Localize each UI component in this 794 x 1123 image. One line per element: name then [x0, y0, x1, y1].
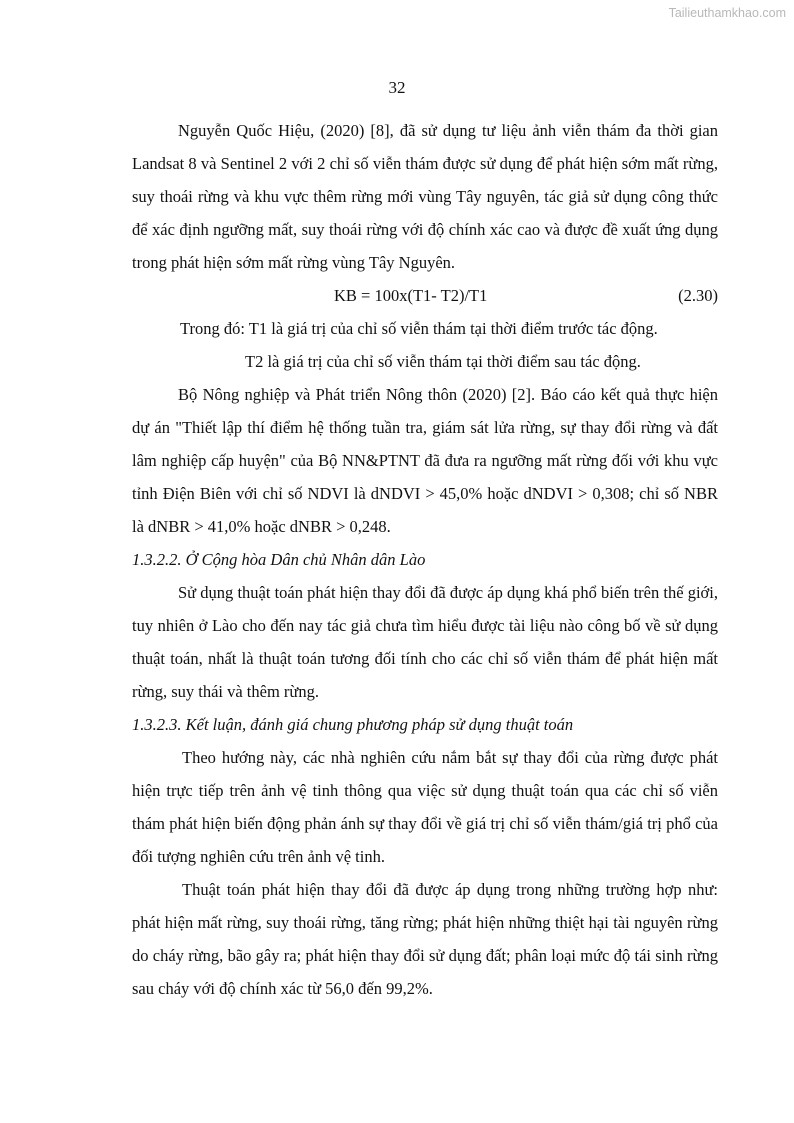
paragraph-conclusion-1: Theo hướng này, các nhà nghiên cứu nắm bắt sự thay đổi của rừng được phát hiện trực tiếp trên ảnh vệ tinh thông qua việc sử dụng thuật toán qua các chỉ số viễn thám phát hiện biến động phản ánh sự thay đổi về giá trị chỉ số viễn thám/giá trị phổ của đối tượng nghiên cứu trên ảnh vệ tinh. — [132, 748, 718, 866]
watermark: Tailieuthamkhao.com — [668, 6, 786, 20]
formula-line — [132, 279, 718, 312]
formula-where-t2: T2 là giá trị của chỉ số viễn thám tại thời điểm sau tác động. — [245, 352, 641, 371]
page-number: 32 — [388, 78, 406, 97]
paragraph-conclusion-2: Thuật toán phát hiện thay đổi đã được áp dụng trong những trường hợp như: phát hiện mất rừng, suy thoái rừng, tăng rừng; phát hiện những thiệt hại tài nguyên rừng do cháy rừng, bão gây ra; phát hiện thay đổi sử dụng đất; phân loại mức độ tái sinh rừng sau cháy với độ chính xác từ 56,0 đến 99,2%. — [132, 880, 718, 998]
formula-where-t1: Trong đó: T1 là giá trị của chỉ số viễn thám tại thời điểm trước tác động. — [180, 319, 658, 338]
document-body — [132, 114, 718, 1005]
formula-number: (2.30) — [678, 286, 718, 305]
paragraph-bo-nong-nghiep: Bộ Nông nghiệp và Phát triển Nông thôn (2020) [2]. Báo cáo kết quả thực hiện dự án "Thiết lập thí điểm hệ thống tuần tra, giám sát lửa rừng, sự thay đổi rừng và đất lâm nghiệp cấp huyện" của Bộ NN&PTNT đã đưa ra ngưỡng mất rừng đối với khu vực tỉnh Điện Biên với chỉ số NDVI là dNDVI > 45,0% hoặc dNDVI > 0,308; chỉ số NBR là dNBR > 41,0% hoặc dNBR > 0,248. — [132, 385, 718, 536]
formula-expression: KB = 100x(T1- T2)/T1 — [334, 286, 488, 305]
paragraph-lao: Sử dụng thuật toán phát hiện thay đổi đã được áp dụng khá phổ biến trên thế giới, tuy nhiên ở Lào cho đến nay tác giả chưa tìm hiểu được tài liệu nào công bố về sử dụng thuật toán, nhất là thuật toán tương đối tính cho các chỉ số viễn thám để phát hiện mất rừng, suy thái và thêm rừng. — [132, 583, 718, 701]
paragraph-nguyen-quoc-hieu: Nguyễn Quốc Hiệu, (2020) [8], đã sử dụng tư liệu ảnh viễn thám đa thời gian Landsat 8 và Sentinel 2 với 2 chỉ số viễn thám được sử dụng để phát hiện sớm mất rừng, suy thoái rừng và khu vực thêm rừng mới vùng Tây nguyên, tác giả sử dụng công thức để xác định ngưỡng mất, suy thoái rừng với độ chính xác cao và được đề xuất ứng dụng trong phát hiện sớm mất rừng vùng Tây Nguyên. — [132, 121, 718, 272]
section-heading-conclusion: 1.3.2.3. Kết luận, đánh giá chung phương pháp sử dụng thuật toán — [132, 715, 574, 734]
section-heading-lao: 1.3.2.2. Ở Cộng hòa Dân chủ Nhân dân Lào — [132, 550, 426, 569]
